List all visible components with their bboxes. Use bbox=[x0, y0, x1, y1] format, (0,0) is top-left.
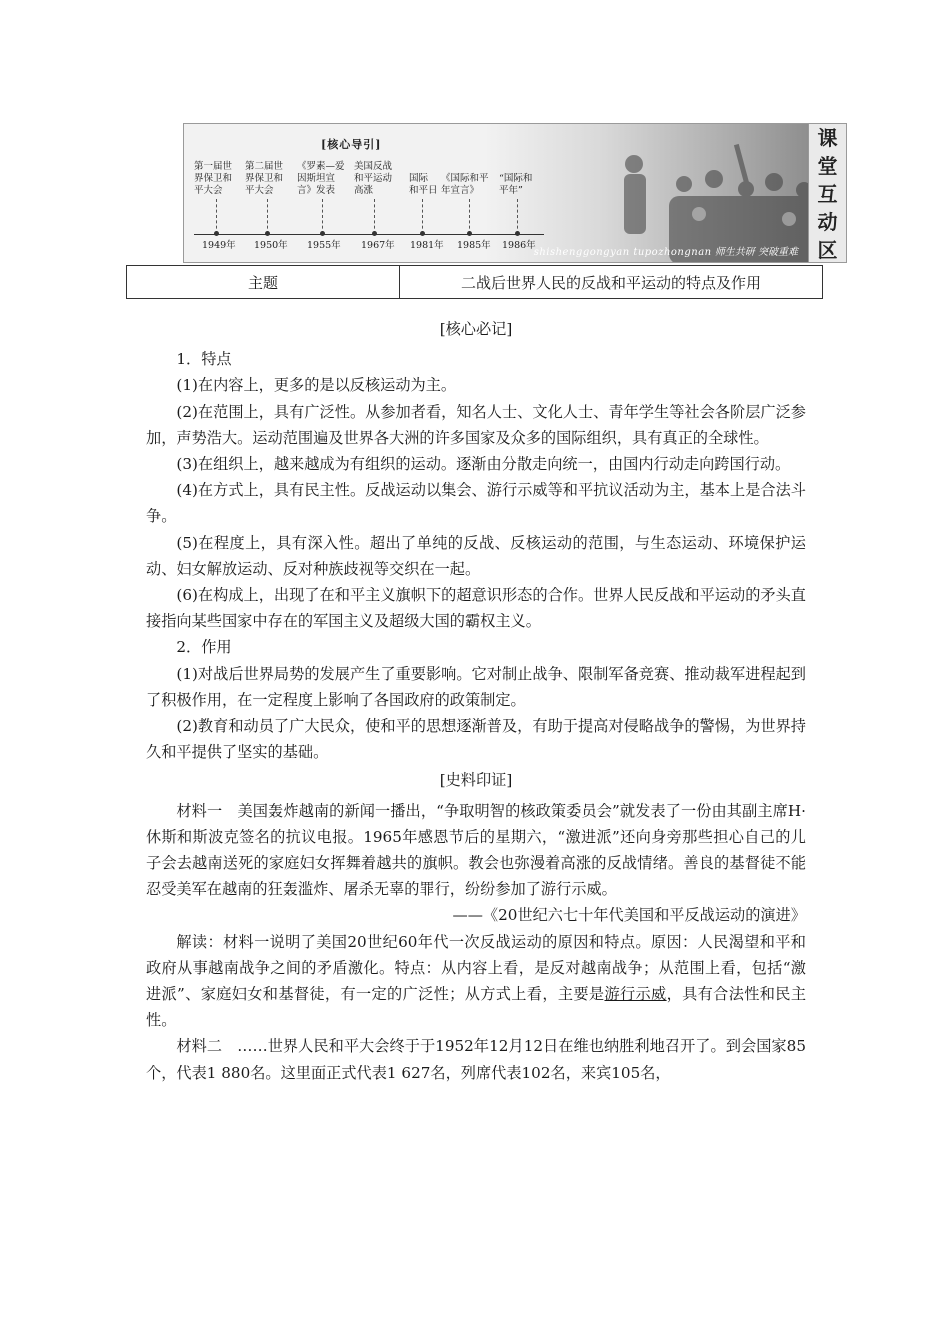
timeline-tick bbox=[216, 199, 217, 234]
side-title-char: 动 bbox=[817, 210, 838, 234]
timeline-label: 美国反战 和平运动 高涨 bbox=[354, 161, 393, 196]
timeline-label: 国际 和平日 bbox=[409, 173, 438, 196]
timeline-dot bbox=[420, 231, 425, 236]
analysis bbox=[146, 929, 806, 1034]
core-heading: [核心必记] bbox=[439, 320, 513, 338]
section-side-title bbox=[808, 124, 846, 263]
analysis-end: ，具有合法性和民主性。 bbox=[146, 985, 807, 1030]
timeline-label: 第二届世 界保卫和 平大会 bbox=[245, 161, 284, 196]
evidence-heading: [史料印证] bbox=[439, 771, 513, 790]
banner-subtitle bbox=[534, 243, 798, 258]
timeline bbox=[184, 124, 544, 263]
timeline-year: 1955年 bbox=[307, 240, 341, 251]
section-title: 1．特点 bbox=[176, 350, 232, 369]
topic-table bbox=[126, 265, 823, 299]
side-title-char: 堂 bbox=[817, 154, 838, 178]
timeline-label: “国际和 平年” bbox=[499, 173, 533, 196]
timeline-year: 1981年 bbox=[410, 240, 444, 251]
material-one: 材料一 美国轰炸越南的新闻一播出，“争取明智的核政策委员会”就发表了一份由其副主席H·休斯和斯波克签名的抗议电报。1965年感恩节后的星期六，“激进派”还向身旁那些担心自己的儿子会去越南送死的家庭妇女挥舞着越共的旗帜。教会也弥漫着高涨的反战情绪。善良的基督徒不能忍受美军在越南的狂轰滥炸、屠杀无辜的罪行，纷纷参加了游行示威。 bbox=[146, 801, 806, 899]
analysis-underlined: 游行示威 bbox=[604, 985, 667, 1004]
side-title-char: 课 bbox=[817, 126, 838, 150]
timeline-dot bbox=[515, 231, 520, 236]
feature-item: (3)在组织上，越来越成为有组织的运动。逐渐由分散走向统一，由国内行动走向跨国行动。 bbox=[176, 455, 791, 474]
timeline-label: 《国际和平 年宣言》 bbox=[441, 173, 489, 196]
analysis-text: 解读：材料一说明了美国20世纪60年代一次反战运动的原因和特点。原因：人民渴望和平和政府从事越南战争之间的矛盾激化。特点：从内容上看，是反对越南战争；从范围上看，包括“激进派”、家庭妇女和基督徒，有一定的广泛性；从方式上看，主要是 bbox=[146, 932, 806, 1004]
timeline-year: 1950年 bbox=[254, 240, 288, 251]
timeline-tick bbox=[267, 199, 268, 234]
timeline-tick bbox=[469, 199, 470, 234]
timeline-dot bbox=[467, 231, 472, 236]
topic-label: 主题 bbox=[127, 266, 400, 298]
timeline-year: 1986年 bbox=[502, 240, 536, 251]
timeline-year: 1949年 bbox=[202, 240, 236, 251]
feature-item: (6)在构成上，出现了在和平主义旗帜下的超意识形态的合作。世界人民反战和平运动的矛头直接指向某些国家中存在的军国主义及超级大国的霸权主义。 bbox=[146, 586, 806, 631]
material-one-source: ——《20世纪六七十年代美国和平反战运动的演进》 bbox=[452, 906, 806, 925]
side-title-char: 区 bbox=[817, 238, 838, 262]
side-title-char: 互 bbox=[817, 182, 838, 206]
timeline-label: 《罗素—爱 因斯坦宣 言》发表 bbox=[297, 161, 345, 196]
timeline-year: 1985年 bbox=[457, 240, 491, 251]
timeline-tick bbox=[322, 199, 323, 234]
timeline-year: 1967年 bbox=[361, 240, 395, 251]
timeline-dot bbox=[372, 231, 377, 236]
timeline-tick bbox=[517, 199, 518, 234]
feature-item: (5)在程度上，具有深入性。超出了单纯的反战、反核运动的范围，与生态运动、环境保护运动、妇女解放运动、反对种族歧视等交织在一起。 bbox=[146, 533, 806, 578]
section-banner bbox=[183, 123, 847, 263]
timeline-dot bbox=[214, 231, 219, 236]
timeline-dot bbox=[265, 231, 270, 236]
timeline-dot bbox=[320, 231, 325, 236]
timeline-label: 第一届世 界保卫和 平大会 bbox=[194, 161, 233, 196]
banner-subtitle-pinyin: shishenggongyan tupozhongnan bbox=[533, 247, 712, 258]
effect-item: (1)对战后世界局势的发展产生了重要影响。它对制止战争、限制军备竞赛、推动裁军进程起到了积极作用，在一定程度上影响了各国政府的政策制定。 bbox=[146, 664, 806, 709]
timeline-tick bbox=[422, 199, 423, 234]
timeline-axis bbox=[194, 234, 544, 235]
banner-subtitle-text: 师生共研 突破重难 bbox=[714, 247, 798, 258]
feature-item: (4)在方式上，具有民主性。反战运动以集会、游行示威等和平抗议活动为主，基本上是合法斗争。 bbox=[146, 481, 806, 526]
feature-item: (1)在内容上，更多的是以反核运动为主。 bbox=[176, 376, 457, 395]
effect-item: (2)教育和动员了广大民众，使和平的思想逐渐普及，有助于提高对侵略战争的警惕，为世界持久和平提供了坚实的基础。 bbox=[146, 717, 806, 762]
section-title: 2．作用 bbox=[176, 638, 232, 657]
guide-title: [核心导引] bbox=[321, 138, 382, 151]
feature-item: (2)在范围上，具有广泛性。从参加者看，知名人士、文化人士、青年学生等社会各阶层广泛参加，声势浩大。运动范围遍及世界各大洲的许多国家及众多的国际组织，具有真正的全球性。 bbox=[146, 402, 806, 447]
timeline-tick bbox=[374, 199, 375, 234]
topic-value: 二战后世界人民的反战和平运动的特点及作用 bbox=[460, 273, 761, 292]
material-two: 材料二 ……世界人民和平大会终于于1952年12月12日在维也纳胜利地召开了。到会国家85个，代表1 880名。这里面正式代表1 627名，列席代表102名，来宾105名， bbox=[146, 1037, 806, 1082]
lesson-content bbox=[146, 316, 806, 1086]
